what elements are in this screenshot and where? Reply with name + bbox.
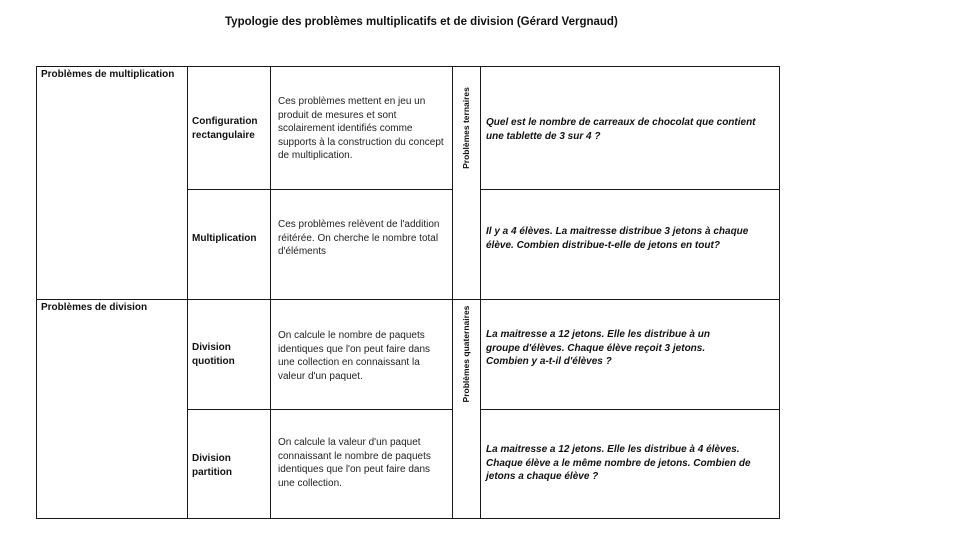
description-division-quotition: On calcule le nombre de paquets identiques que l'on peut faire dans une collection en connaissant la valeur d'un paquet.	[278, 330, 431, 382]
row-divider-1	[187, 189, 453, 190]
description-multiplication: Ces problèmes relèvent de l'addition réitérée. On cherche le nombre total d'éléments	[278, 219, 440, 257]
col-divider-4	[480, 66, 481, 519]
type-multiplication: Multiplication	[192, 233, 257, 244]
category-division: Problèmes de division	[41, 302, 148, 313]
type-division-quotition: Division quotition	[192, 342, 235, 367]
row-divider-2	[36, 299, 780, 300]
col-divider-1	[187, 66, 188, 519]
row-divider-3b	[480, 409, 780, 410]
col-divider-2	[270, 66, 271, 519]
example-configuration-rectangulaire: Quel est le nombre de carreaux de chocolat que contient une tablette de 3 sur 4 ?	[486, 117, 756, 142]
table-border-right	[779, 66, 780, 519]
col-divider-3	[452, 66, 453, 519]
page-title: Typologie des problèmes multiplicatifs et de division (Gérard Vergnaud)	[225, 16, 618, 28]
example-multiplication: Il y a 4 élèves. La maitresse distribue 3 jetons à chaque élève. Combien distribue-t-elle de jetons en tout?	[486, 226, 749, 251]
example-division-partition: La maitresse a 12 jetons. Elle les distribue à 4 élèves. Chaque élève a le même nombre de jetons. Combien de jetons a chaque élève ?	[486, 444, 751, 482]
type-configuration-rectangulaire: Configuration rectangulaire	[192, 116, 258, 141]
category-multiplication: Problèmes de multiplication	[41, 69, 175, 80]
label-problemes-ternaires: Problèmes ternaires	[461, 87, 471, 169]
table-border-left	[36, 66, 37, 519]
table-border-top	[36, 66, 780, 67]
description-division-partition: On calcule la valeur d'un paquet connaissant le nombre de paquets identiques que l'on peut faire dans une collection.	[278, 437, 431, 489]
example-division-quotition: La maitresse a 12 jetons. Elle les distribue à un groupe d'élèves. Chaque élève reçoit 3 jetons. Combien y a-t-il d'élèves ?	[486, 329, 710, 367]
label-problemes-quaternaires: Problèmes quaternaires	[461, 305, 471, 403]
description-configuration-rectangulaire: Ces problèmes mettent en jeu un produit de mesures et sont scolairement identifiés comme supports à la construction du concept de multiplication.	[278, 96, 444, 161]
table-border-bottom	[36, 518, 780, 519]
type-division-partition: Division partition	[192, 453, 232, 478]
row-divider-3	[187, 409, 453, 410]
row-divider-1b	[480, 189, 780, 190]
